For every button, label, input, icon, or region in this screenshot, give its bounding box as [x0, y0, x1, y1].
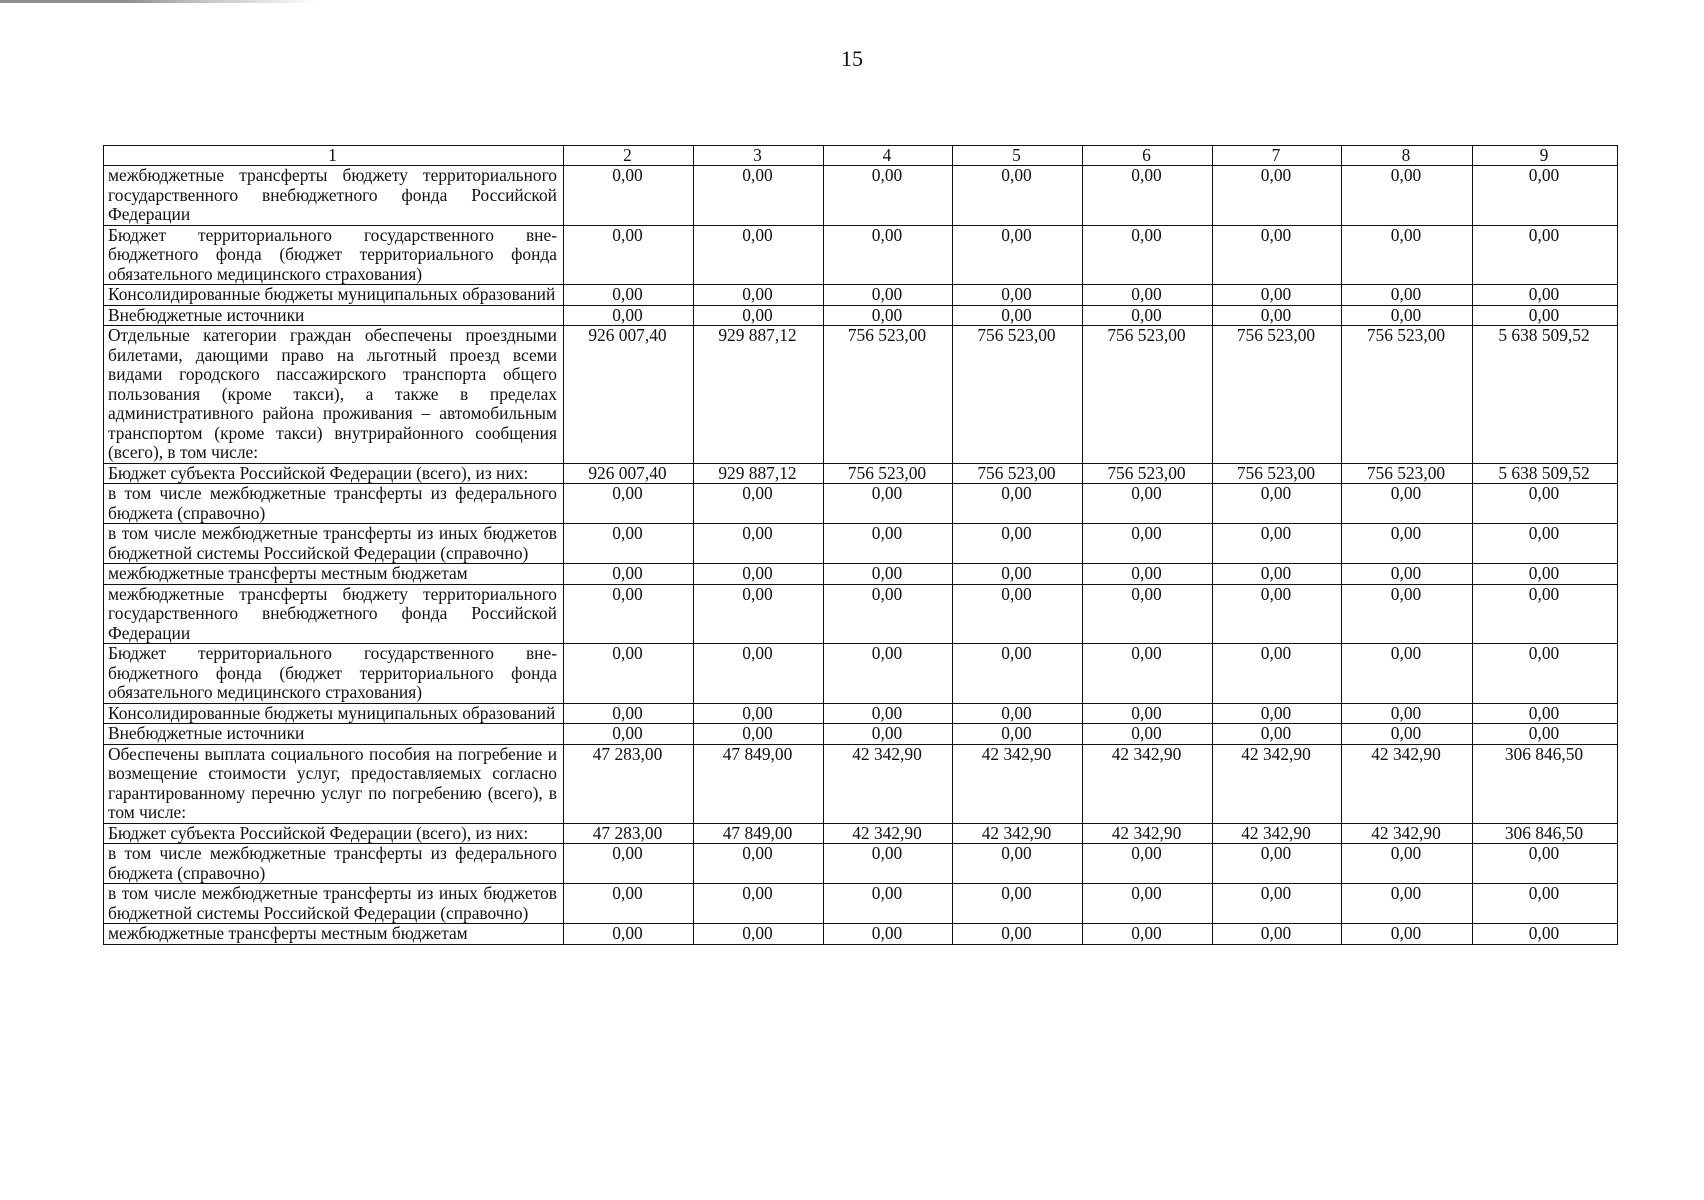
row-value-col-3: 47 849,00 — [694, 744, 824, 823]
row-value-col-4: 0,00 — [824, 644, 953, 704]
row-label: межбюджетные трансферты местным бюджетам — [104, 924, 564, 945]
row-value-col-8: 0,00 — [1342, 285, 1473, 306]
row-value-col-5: 0,00 — [953, 484, 1083, 524]
row-value-col-9: 0,00 — [1473, 724, 1618, 745]
row-value-col-3: 0,00 — [694, 225, 824, 285]
scan-edge-artifact — [0, 0, 320, 3]
row-value-col-7: 0,00 — [1213, 524, 1342, 564]
row-value-col-8: 0,00 — [1342, 225, 1473, 285]
row-value-col-8: 0,00 — [1342, 166, 1473, 226]
row-value-col-8: 0,00 — [1342, 703, 1473, 724]
row-label: Бюджет территориального государственного внебюджетного фонда (бюджет территориального фонда обязательного медицинского страхования) — [104, 225, 564, 285]
row-value-col-3: 0,00 — [694, 564, 824, 585]
row-value-col-5: 0,00 — [953, 564, 1083, 585]
row-value-col-8: 0,00 — [1342, 644, 1473, 704]
row-value-col-9: 5 638 509,52 — [1473, 326, 1618, 464]
row-value-col-6: 0,00 — [1083, 924, 1213, 945]
row-value-col-9: 0,00 — [1473, 484, 1618, 524]
row-value-col-2: 47 283,00 — [564, 823, 694, 844]
row-value-col-6: 0,00 — [1083, 644, 1213, 704]
row-label: в том числе межбюджетные трансферты из федерального бюджета (справочно) — [104, 844, 564, 884]
row-value-col-7: 0,00 — [1213, 844, 1342, 884]
row-value-col-4: 0,00 — [824, 884, 953, 924]
row-value-col-4: 0,00 — [824, 584, 953, 644]
row-value-col-6: 0,00 — [1083, 703, 1213, 724]
row-value-col-7: 0,00 — [1213, 724, 1342, 745]
row-value-col-6: 0,00 — [1083, 305, 1213, 326]
table-row — [104, 884, 1618, 924]
row-value-col-5: 0,00 — [953, 166, 1083, 226]
row-value-col-5: 756 523,00 — [953, 326, 1083, 464]
row-value-col-7: 0,00 — [1213, 924, 1342, 945]
table-row — [104, 724, 1618, 745]
row-value-col-2: 47 283,00 — [564, 744, 694, 823]
row-value-col-9: 0,00 — [1473, 703, 1618, 724]
row-value-col-6: 0,00 — [1083, 584, 1213, 644]
table-row — [104, 823, 1618, 844]
row-value-col-3: 0,00 — [694, 724, 824, 745]
column-number-5: 5 — [953, 146, 1083, 166]
row-value-col-2: 0,00 — [564, 166, 694, 226]
table-row — [104, 844, 1618, 884]
row-value-col-4: 0,00 — [824, 524, 953, 564]
row-value-col-8: 0,00 — [1342, 524, 1473, 564]
row-value-col-7: 0,00 — [1213, 644, 1342, 704]
row-value-col-5: 0,00 — [953, 305, 1083, 326]
row-value-col-4: 0,00 — [824, 225, 953, 285]
table-row — [104, 564, 1618, 585]
row-value-col-3: 0,00 — [694, 844, 824, 884]
row-value-col-3: 0,00 — [694, 166, 824, 226]
row-label: в том числе межбюджетные трансферты из федерального бюджета (справочно) — [104, 484, 564, 524]
row-value-col-5: 42 342,90 — [953, 744, 1083, 823]
row-value-col-2: 0,00 — [564, 844, 694, 884]
row-value-col-3: 0,00 — [694, 924, 824, 945]
row-value-col-9: 0,00 — [1473, 305, 1618, 326]
row-value-col-6: 42 342,90 — [1083, 823, 1213, 844]
table-row — [104, 644, 1618, 704]
row-value-col-2: 0,00 — [564, 884, 694, 924]
row-value-col-6: 0,00 — [1083, 724, 1213, 745]
row-value-col-8: 0,00 — [1342, 584, 1473, 644]
row-value-col-7: 0,00 — [1213, 484, 1342, 524]
row-value-col-3: 47 849,00 — [694, 823, 824, 844]
row-value-col-7: 0,00 — [1213, 285, 1342, 306]
row-value-col-7: 0,00 — [1213, 166, 1342, 226]
row-value-col-5: 42 342,90 — [953, 823, 1083, 844]
row-value-col-4: 42 342,90 — [824, 744, 953, 823]
row-value-col-6: 0,00 — [1083, 484, 1213, 524]
row-value-col-3: 0,00 — [694, 305, 824, 326]
row-value-col-6: 42 342,90 — [1083, 744, 1213, 823]
row-value-col-6: 0,00 — [1083, 285, 1213, 306]
row-value-col-2: 0,00 — [564, 584, 694, 644]
row-value-col-3: 929 887,12 — [694, 463, 824, 484]
row-value-col-8: 42 342,90 — [1342, 823, 1473, 844]
row-value-col-8: 0,00 — [1342, 844, 1473, 884]
column-number-4: 4 — [824, 146, 953, 166]
row-value-col-4: 0,00 — [824, 924, 953, 945]
row-value-col-4: 0,00 — [824, 484, 953, 524]
table-row — [104, 166, 1618, 226]
row-value-col-2: 0,00 — [564, 924, 694, 945]
row-value-col-9: 0,00 — [1473, 564, 1618, 585]
row-value-col-5: 0,00 — [953, 703, 1083, 724]
row-value-col-9: 0,00 — [1473, 285, 1618, 306]
row-label: Бюджет территориального государственного внебюджетного фонда (бюджет территориального фонда обязательного медицинского страхования) — [104, 644, 564, 704]
row-value-col-6: 0,00 — [1083, 564, 1213, 585]
table-row — [104, 463, 1618, 484]
row-value-col-4: 0,00 — [824, 305, 953, 326]
table-row — [104, 285, 1618, 306]
row-value-col-5: 0,00 — [953, 924, 1083, 945]
row-value-col-8: 0,00 — [1342, 305, 1473, 326]
row-value-col-7: 0,00 — [1213, 305, 1342, 326]
table-row — [104, 484, 1618, 524]
row-value-col-2: 0,00 — [564, 285, 694, 306]
row-value-col-2: 0,00 — [564, 703, 694, 724]
row-value-col-7: 756 523,00 — [1213, 463, 1342, 484]
row-value-col-9: 0,00 — [1473, 884, 1618, 924]
row-label: в том числе межбюджетные трансферты из иных бюджетов бюджетной системы Российской Федерации (справочно) — [104, 884, 564, 924]
row-value-col-3: 0,00 — [694, 644, 824, 704]
row-value-col-9: 0,00 — [1473, 584, 1618, 644]
row-value-col-3: 929 887,12 — [694, 326, 824, 464]
row-value-col-2: 926 007,40 — [564, 326, 694, 464]
row-value-col-7: 42 342,90 — [1213, 823, 1342, 844]
row-value-col-2: 0,00 — [564, 644, 694, 704]
row-value-col-9: 306 846,50 — [1473, 823, 1618, 844]
column-number-7: 7 — [1213, 146, 1342, 166]
row-value-col-7: 42 342,90 — [1213, 744, 1342, 823]
row-value-col-8: 0,00 — [1342, 924, 1473, 945]
row-value-col-4: 0,00 — [824, 564, 953, 585]
table-row — [104, 305, 1618, 326]
column-number-row — [104, 146, 1618, 166]
row-value-col-5: 0,00 — [953, 225, 1083, 285]
column-number-8: 8 — [1342, 146, 1473, 166]
row-value-col-6: 0,00 — [1083, 844, 1213, 884]
row-value-col-9: 0,00 — [1473, 844, 1618, 884]
row-value-col-8: 756 523,00 — [1342, 463, 1473, 484]
row-value-col-5: 0,00 — [953, 524, 1083, 564]
row-value-col-5: 0,00 — [953, 644, 1083, 704]
row-label: в том числе межбюджетные трансферты из иных бюджетов бюджетной системы Российской Федерации (справочно) — [104, 524, 564, 564]
column-number-6: 6 — [1083, 146, 1213, 166]
row-value-col-9: 306 846,50 — [1473, 744, 1618, 823]
row-value-col-6: 0,00 — [1083, 884, 1213, 924]
row-value-col-4: 0,00 — [824, 166, 953, 226]
row-value-col-7: 756 523,00 — [1213, 326, 1342, 464]
column-number-3: 3 — [694, 146, 824, 166]
row-value-col-8: 0,00 — [1342, 724, 1473, 745]
row-label: Консолидированные бюджеты муниципальных образований — [104, 703, 564, 724]
row-value-col-4: 42 342,90 — [824, 823, 953, 844]
row-label: Бюджет субъекта Российской Федерации (всего), из них: — [104, 823, 564, 844]
row-value-col-2: 0,00 — [564, 564, 694, 585]
row-value-col-4: 0,00 — [824, 844, 953, 884]
table-body — [104, 166, 1618, 945]
table-row — [104, 744, 1618, 823]
row-value-col-8: 0,00 — [1342, 484, 1473, 524]
row-value-col-4: 0,00 — [824, 724, 953, 745]
row-value-col-7: 0,00 — [1213, 564, 1342, 585]
row-value-col-6: 0,00 — [1083, 524, 1213, 564]
row-value-col-5: 0,00 — [953, 724, 1083, 745]
row-value-col-8: 0,00 — [1342, 564, 1473, 585]
row-value-col-3: 0,00 — [694, 524, 824, 564]
budget-table — [103, 145, 1618, 945]
row-value-col-9: 5 638 509,52 — [1473, 463, 1618, 484]
row-value-col-7: 0,00 — [1213, 884, 1342, 924]
row-label: Внебюджетные источники — [104, 305, 564, 326]
row-label: Консолидированные бюджеты муниципальных образований — [104, 285, 564, 306]
row-value-col-2: 0,00 — [564, 484, 694, 524]
table-row — [104, 584, 1618, 644]
row-value-col-4: 756 523,00 — [824, 326, 953, 464]
row-value-col-3: 0,00 — [694, 584, 824, 644]
row-value-col-6: 756 523,00 — [1083, 326, 1213, 464]
row-value-col-3: 0,00 — [694, 884, 824, 924]
row-value-col-4: 0,00 — [824, 703, 953, 724]
row-label: Отдельные категории граждан обеспечены проездными билетами, дающими право на льготный проезд всеми видами городского пассажирского транспорта общего пользования (кроме такси), а также в пределах административного района проживания – автомобильным транспортом (кроме такси) внутрирайонного сообщения (всего), в том числе: — [104, 326, 564, 464]
row-value-col-9: 0,00 — [1473, 644, 1618, 704]
row-label: Обеспечены выплата социального пособия на погребение и возмещение стоимости услуг, предоставляемых согласно гарантированному перечню услуг по погребению (всего), в том числе: — [104, 744, 564, 823]
row-label: межбюджетные трансферты местным бюджетам — [104, 564, 564, 585]
row-value-col-2: 0,00 — [564, 524, 694, 564]
row-value-col-8: 42 342,90 — [1342, 744, 1473, 823]
table-row — [104, 524, 1618, 564]
row-value-col-9: 0,00 — [1473, 524, 1618, 564]
row-value-col-9: 0,00 — [1473, 924, 1618, 945]
row-label: Бюджет субъекта Российской Федерации (всего), из них: — [104, 463, 564, 484]
row-value-col-8: 756 523,00 — [1342, 326, 1473, 464]
row-value-col-9: 0,00 — [1473, 166, 1618, 226]
table-row — [104, 326, 1618, 464]
row-label: межбюджетные трансферты бюджету территориального государственного внебюджетного фонда Российской Федерации — [104, 166, 564, 226]
row-value-col-5: 0,00 — [953, 285, 1083, 306]
row-value-col-6: 0,00 — [1083, 166, 1213, 226]
row-value-col-6: 756 523,00 — [1083, 463, 1213, 484]
row-value-col-8: 0,00 — [1342, 884, 1473, 924]
row-value-col-2: 0,00 — [564, 225, 694, 285]
table-row — [104, 924, 1618, 945]
row-value-col-5: 756 523,00 — [953, 463, 1083, 484]
row-value-col-2: 926 007,40 — [564, 463, 694, 484]
row-value-col-5: 0,00 — [953, 884, 1083, 924]
row-value-col-6: 0,00 — [1083, 225, 1213, 285]
page-number: 15 — [841, 46, 863, 71]
row-value-col-5: 0,00 — [953, 844, 1083, 884]
row-value-col-7: 0,00 — [1213, 225, 1342, 285]
column-number-2: 2 — [564, 146, 694, 166]
row-value-col-7: 0,00 — [1213, 703, 1342, 724]
table-row — [104, 225, 1618, 285]
row-value-col-3: 0,00 — [694, 285, 824, 306]
row-value-col-7: 0,00 — [1213, 584, 1342, 644]
column-number-1: 1 — [104, 146, 564, 166]
row-value-col-2: 0,00 — [564, 305, 694, 326]
row-value-col-2: 0,00 — [564, 724, 694, 745]
row-value-col-4: 0,00 — [824, 285, 953, 306]
row-value-col-3: 0,00 — [694, 484, 824, 524]
row-value-col-4: 756 523,00 — [824, 463, 953, 484]
row-value-col-5: 0,00 — [953, 584, 1083, 644]
column-number-9: 9 — [1473, 146, 1618, 166]
row-label: межбюджетные трансферты бюджету территориального государственного внебюджетного фонда Российской Федерации — [104, 584, 564, 644]
row-label: Внебюджетные источники — [104, 724, 564, 745]
row-value-col-9: 0,00 — [1473, 225, 1618, 285]
row-value-col-3: 0,00 — [694, 703, 824, 724]
table-row — [104, 703, 1618, 724]
